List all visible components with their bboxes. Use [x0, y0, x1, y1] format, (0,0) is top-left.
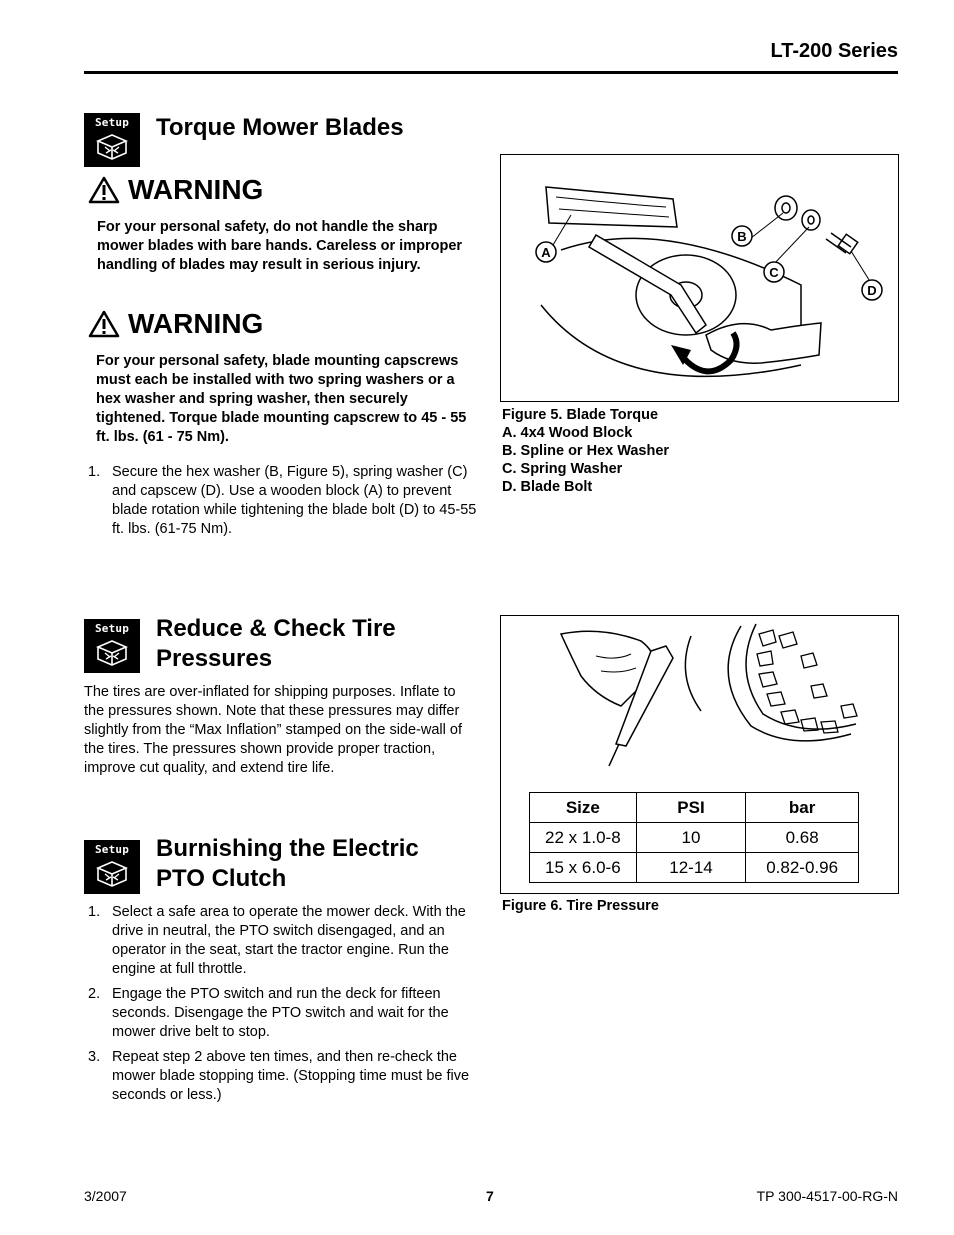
step-text: Secure the hex washer (B, Figure 5), spring washer (C) and capscew (D). Use a wooden block (A) to prevent blade rotation while tightening the blade bolt (D) to 45-55 ft. lbs. (61-75 Nm). — [112, 464, 477, 537]
footer-date: 3/2007 — [84, 1188, 127, 1204]
setup-icon — [84, 840, 140, 894]
figure-5-illustration — [500, 154, 899, 402]
step-number: 1. — [88, 464, 101, 480]
list-item — [88, 985, 483, 1042]
warning-title: WARNING — [128, 308, 264, 339]
box-icon — [94, 131, 130, 161]
tire-gauge-drawing — [501, 616, 898, 786]
legend-item: A. 4x4 Wood Block — [502, 425, 633, 441]
table-cell: 22 x 1.0-8 — [530, 823, 637, 853]
setup-icon — [84, 113, 140, 167]
legend-item: B. Spline or Hex Washer — [502, 443, 670, 459]
title-line: Burnishing the Electric — [156, 835, 419, 862]
table-header-row — [530, 793, 859, 823]
step-text: Engage the PTO switch and run the deck for fifteen seconds. Disengage the PTO switch and wait for the mower drive belt to stop. — [112, 986, 449, 1040]
page-number: 7 — [486, 1188, 494, 1204]
table-cell: 0.68 — [746, 823, 859, 853]
warning-triangle-icon — [88, 310, 120, 338]
warning-heading-1 — [88, 174, 263, 206]
title-line: Pressures — [156, 645, 273, 672]
legend-item: C. Spring Washer — [502, 461, 623, 477]
warning-heading-2 — [88, 308, 263, 340]
callout-d: D — [867, 283, 877, 298]
step-number: 2. — [88, 986, 101, 1002]
callout-b: B — [737, 229, 747, 244]
figure-6-caption: Figure 6. Tire Pressure — [502, 898, 659, 914]
pto-steps — [88, 903, 483, 1111]
warning-triangle-icon — [88, 176, 120, 204]
step-number: 3. — [88, 1049, 101, 1065]
warning-title: WARNING — [128, 174, 264, 205]
figure-6-box — [500, 615, 899, 894]
header-rule — [84, 71, 898, 74]
setup-label: Setup — [94, 116, 130, 129]
warning-text-1: For your personal safety, do not handle the sharp mower blades with bare hands. Careless or improper handling of blades may result in serious injury. — [97, 219, 463, 273]
section-title-tire — [156, 614, 396, 674]
setup-icon — [84, 619, 140, 673]
table-row — [530, 853, 859, 883]
title-line: Reduce & Check Tire — [156, 615, 396, 642]
legend-item: D. Blade Bolt — [502, 479, 593, 495]
table-cell: 10 — [636, 823, 746, 853]
box-icon — [94, 858, 130, 888]
section-title-torque: Torque Mower Blades — [156, 114, 404, 141]
setup-label: Setup — [94, 843, 130, 856]
box-icon — [94, 637, 130, 667]
table-cell: 15 x 6.0-6 — [530, 853, 637, 883]
warning-text-2: For your personal safety, blade mounting capscrews must each be installed with two spring washers or a hex washer and spring washer, then securely tightened. Torque blade mounting capscrew to 45 - 55 ft. lbs. (61 - 75 Nm). — [96, 353, 467, 445]
list-item — [88, 463, 480, 539]
callout-c: C — [769, 265, 779, 280]
series-title: LT-200 Series — [770, 40, 898, 62]
table-cell: 0.82-0.96 — [746, 853, 859, 883]
tire-paragraph: The tires are over-inflated for shipping purposes. Inflate to the pressures shown. Note that these pressures may differ slightly from the “Max Inflation” stamped on the side-wall of the tires. The pressures shown provide proper traction, improve cut quality, and extend tire life. — [84, 684, 462, 776]
figure-5-caption: Figure 5. Blade Torque — [502, 407, 659, 423]
column-header-size: Size — [530, 793, 637, 823]
table-row — [530, 823, 859, 853]
torque-steps — [88, 463, 480, 545]
column-header-psi: PSI — [636, 793, 746, 823]
setup-label: Setup — [94, 622, 130, 635]
column-header-bar: bar — [746, 793, 859, 823]
tire-pressure-table — [529, 792, 859, 883]
list-item — [88, 1048, 483, 1105]
step-text: Select a safe area to operate the mower deck. With the drive in neutral, the PTO switch disengaged, and an operator in the seat, start the tractor engine. Run the engine at full throttle. — [112, 904, 466, 977]
title-line: PTO Clutch — [156, 865, 287, 892]
step-number: 1. — [88, 904, 101, 920]
callout-a: A — [541, 245, 551, 260]
blade-torque-drawing — [501, 155, 898, 401]
step-text: Repeat step 2 above ten times, and then re-check the mower blade stopping time. (Stopping time must be five seconds or less.) — [112, 1049, 470, 1103]
document-number: TP 300-4517-00-RG-N — [756, 1188, 898, 1204]
section-title-pto — [156, 834, 419, 894]
table-cell: 12-14 — [636, 853, 746, 883]
list-item — [88, 903, 483, 979]
